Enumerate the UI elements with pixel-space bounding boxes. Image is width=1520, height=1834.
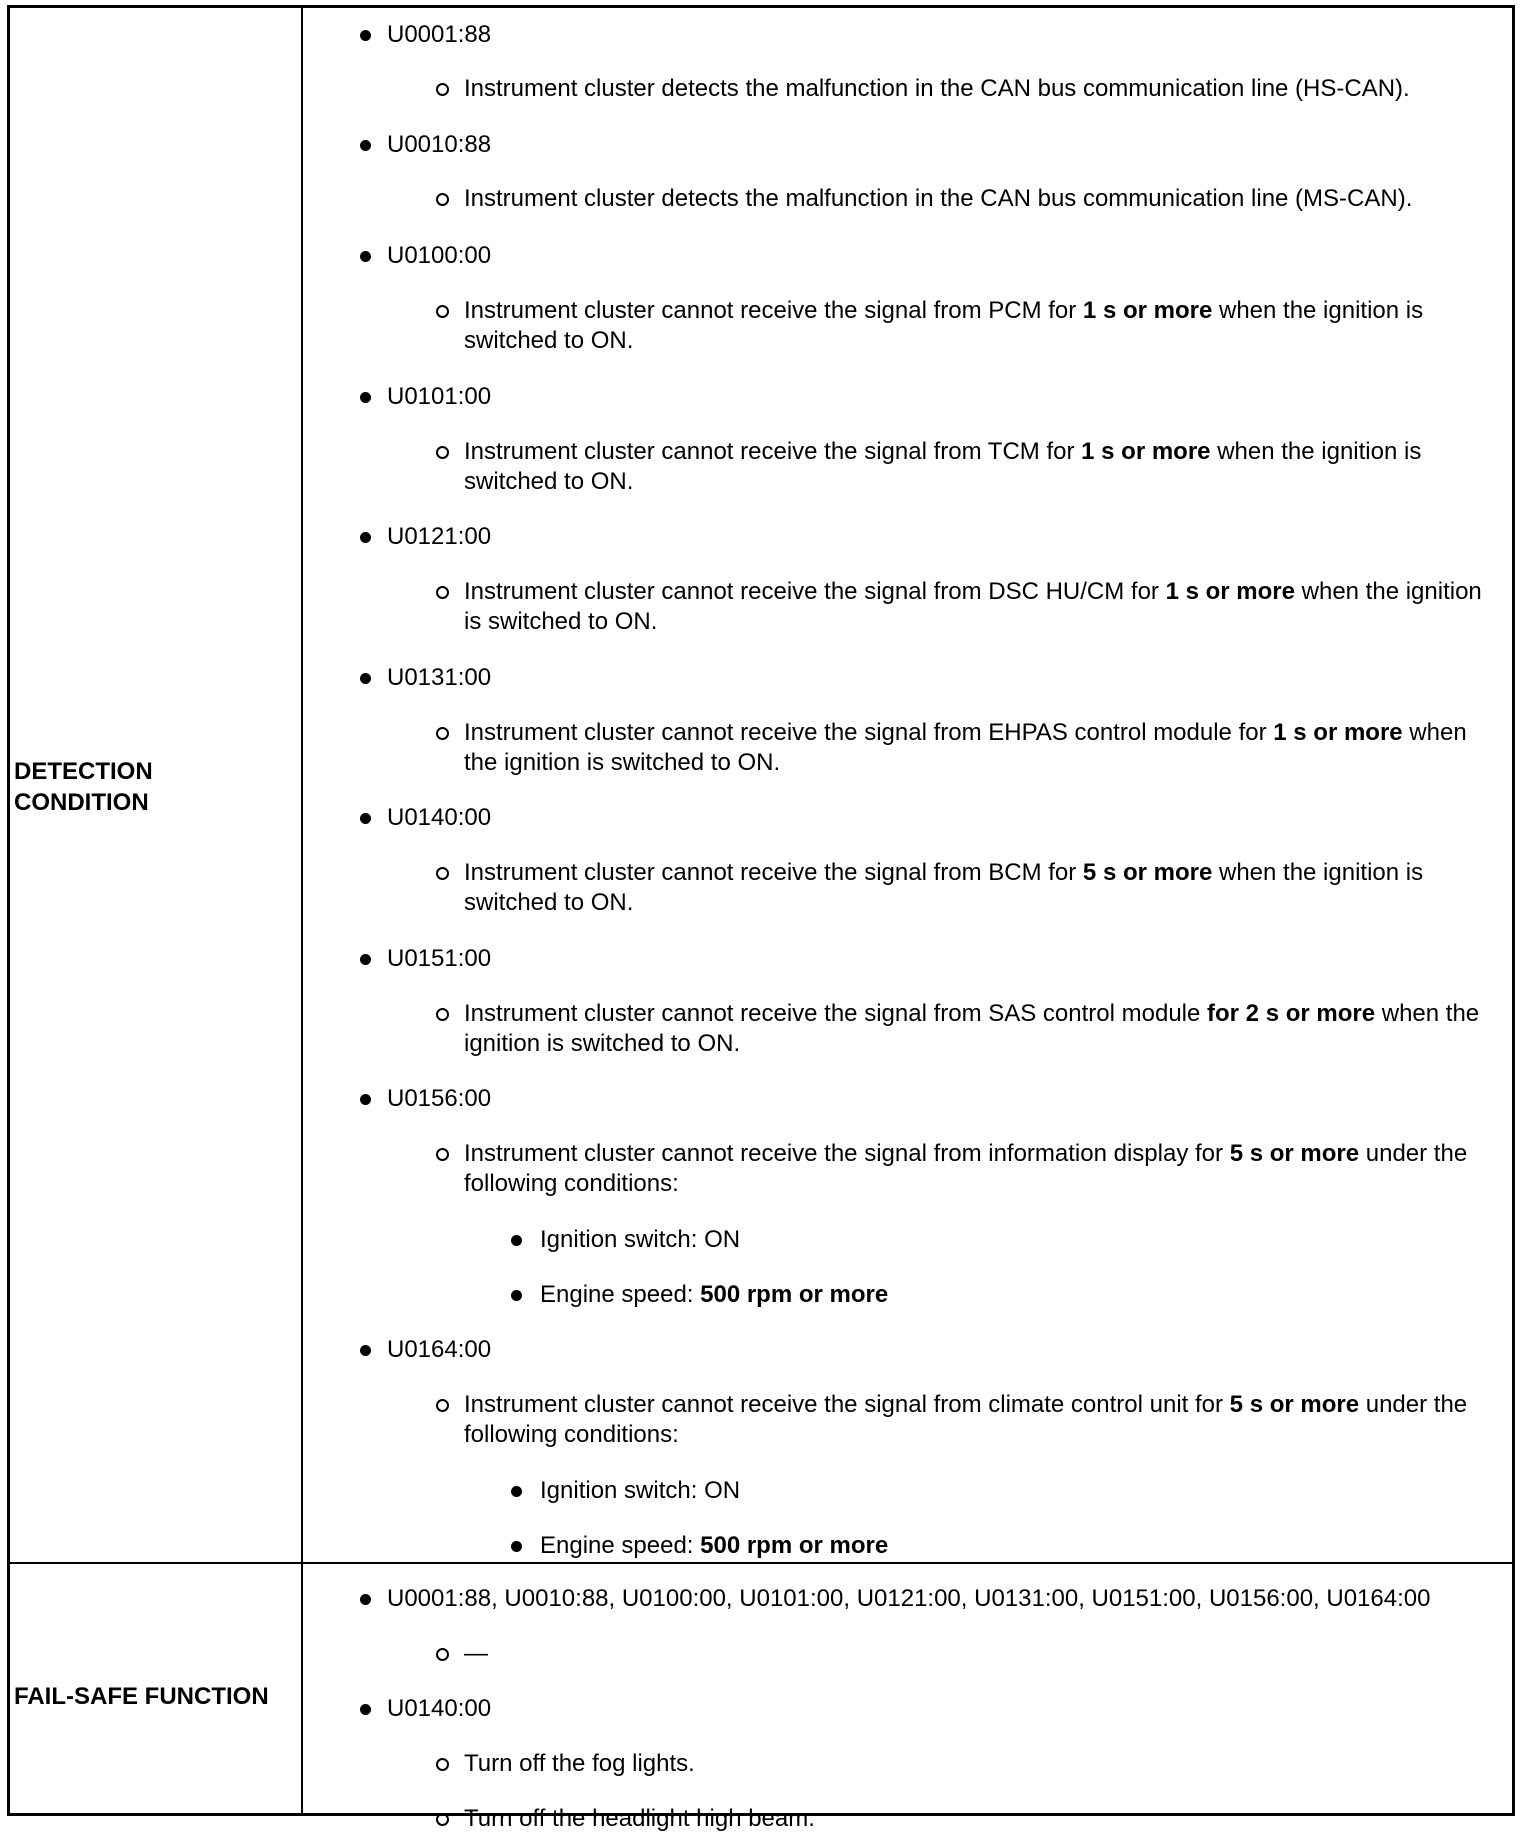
bullet-icon <box>360 532 371 543</box>
dtc-desc-u0001: Instrument cluster detects the malfunction in the CAN bus communication line (HS-CAN). <box>464 75 1410 102</box>
dtc-desc-u0121: Instrument cluster cannot receive the signal from DSC HU/CM for 1 s or more when the ignition is switched to ON. <box>464 578 1482 635</box>
dtc-table <box>7 5 1515 1832</box>
bullet-icon <box>511 1235 522 1246</box>
detection-content-cell <box>303 8 1512 1562</box>
dtc-code-u0100: U0100:00 <box>387 242 492 269</box>
dtc-code-u0101: U0101:00 <box>387 383 492 410</box>
condition-ignition-switch: Ignition switch: ON <box>540 1226 741 1253</box>
circle-bullet-icon <box>436 586 449 599</box>
dtc-desc-u0100: Instrument cluster cannot receive the signal from PCM for 1 s or more when the ignition is switched to ON. <box>464 297 1424 354</box>
circle-bullet-icon <box>436 446 449 459</box>
bullet-icon <box>360 30 371 41</box>
dtc-code-u0010: U0010:88 <box>387 131 492 158</box>
fail-safe-row <box>10 1562 1512 1832</box>
circle-bullet-icon <box>436 1648 449 1661</box>
fail-safe-codes-group1: U0001:88, U0010:88, U0100:00, U0101:00, U0121:00, U0131:00, U0151:00, U0156:00, U0164:00 <box>387 1585 1431 1612</box>
fail-safe-code-u0140: U0140:00 <box>387 1695 492 1722</box>
circle-bullet-icon <box>436 1813 449 1826</box>
bullet-icon <box>360 813 371 824</box>
bullet-icon <box>511 1290 522 1301</box>
dtc-desc-u0156: Instrument cluster cannot receive the signal from information display for 5 s or more under the following conditions: <box>464 1140 1468 1197</box>
dtc-desc-u0140: Instrument cluster cannot receive the signal from BCM for 5 s or more when the ignition is switched to ON. <box>464 859 1424 916</box>
bullet-icon <box>360 140 371 151</box>
bullet-icon <box>360 1345 371 1356</box>
dtc-code-u0151: U0151:00 <box>387 945 492 972</box>
bullet-icon <box>360 954 371 965</box>
dtc-code-u0156: U0156:00 <box>387 1085 492 1112</box>
detection-condition-row <box>10 8 1512 1562</box>
bullet-icon <box>360 1594 371 1605</box>
dtc-code-u0001: U0001:88 <box>387 21 492 48</box>
circle-bullet-icon <box>436 727 449 740</box>
condition-engine-speed: Engine speed: 500 rpm or more <box>540 1532 889 1559</box>
fail-safe-action-none: — <box>464 1640 488 1667</box>
bullet-icon <box>360 251 371 262</box>
circle-bullet-icon <box>436 867 449 880</box>
dtc-desc-u0164: Instrument cluster cannot receive the signal from climate control unit for 5 s or more under the following conditions: <box>464 1391 1468 1448</box>
bullet-icon <box>511 1486 522 1497</box>
circle-bullet-icon <box>436 1399 449 1412</box>
bullet-icon <box>360 673 371 684</box>
circle-bullet-icon <box>436 1148 449 1161</box>
dtc-code-u0131: U0131:00 <box>387 664 492 691</box>
circle-bullet-icon <box>436 305 449 318</box>
fail-safe-content-cell <box>303 1564 1512 1832</box>
dtc-desc-u0131: Instrument cluster cannot receive the signal from EHPAS control module for 1 s or more when the ignition is switched to ON. <box>464 719 1467 776</box>
dtc-desc-u0151: Instrument cluster cannot receive the signal from SAS control module for 2 s or more when the ignition is switched to ON. <box>464 1000 1480 1057</box>
bullet-icon <box>511 1541 522 1552</box>
condition-engine-speed: Engine speed: 500 rpm or more <box>540 1281 889 1308</box>
dtc-desc-u0010: Instrument cluster detects the malfunction in the CAN bus communication line (MS-CAN). <box>464 185 1413 212</box>
bullet-icon <box>360 392 371 403</box>
dtc-desc-u0101: Instrument cluster cannot receive the signal from TCM for 1 s or more when the ignition is switched to ON. <box>464 438 1422 495</box>
dtc-code-u0164: U0164:00 <box>387 1336 492 1363</box>
fail-safe-label-cell <box>10 1564 303 1813</box>
fail-safe-action-fog-lights: Turn off the fog lights. <box>464 1750 695 1777</box>
circle-bullet-icon <box>436 83 449 96</box>
fail-safe-action-high-beam: Turn off the headlight high beam. <box>464 1805 815 1832</box>
detection-condition-label: DETECTION CONDITION <box>14 758 153 816</box>
condition-ignition-switch: Ignition switch: ON <box>540 1477 741 1504</box>
fail-safe-function-label: FAIL-SAFE FUNCTION <box>14 1683 269 1710</box>
bullet-icon <box>360 1704 371 1715</box>
circle-bullet-icon <box>436 193 449 206</box>
circle-bullet-icon <box>436 1758 449 1771</box>
dtc-code-u0140: U0140:00 <box>387 804 492 831</box>
detection-label-cell <box>10 8 303 1562</box>
dtc-code-u0121: U0121:00 <box>387 523 492 550</box>
bullet-icon <box>360 1094 371 1105</box>
circle-bullet-icon <box>436 1008 449 1021</box>
